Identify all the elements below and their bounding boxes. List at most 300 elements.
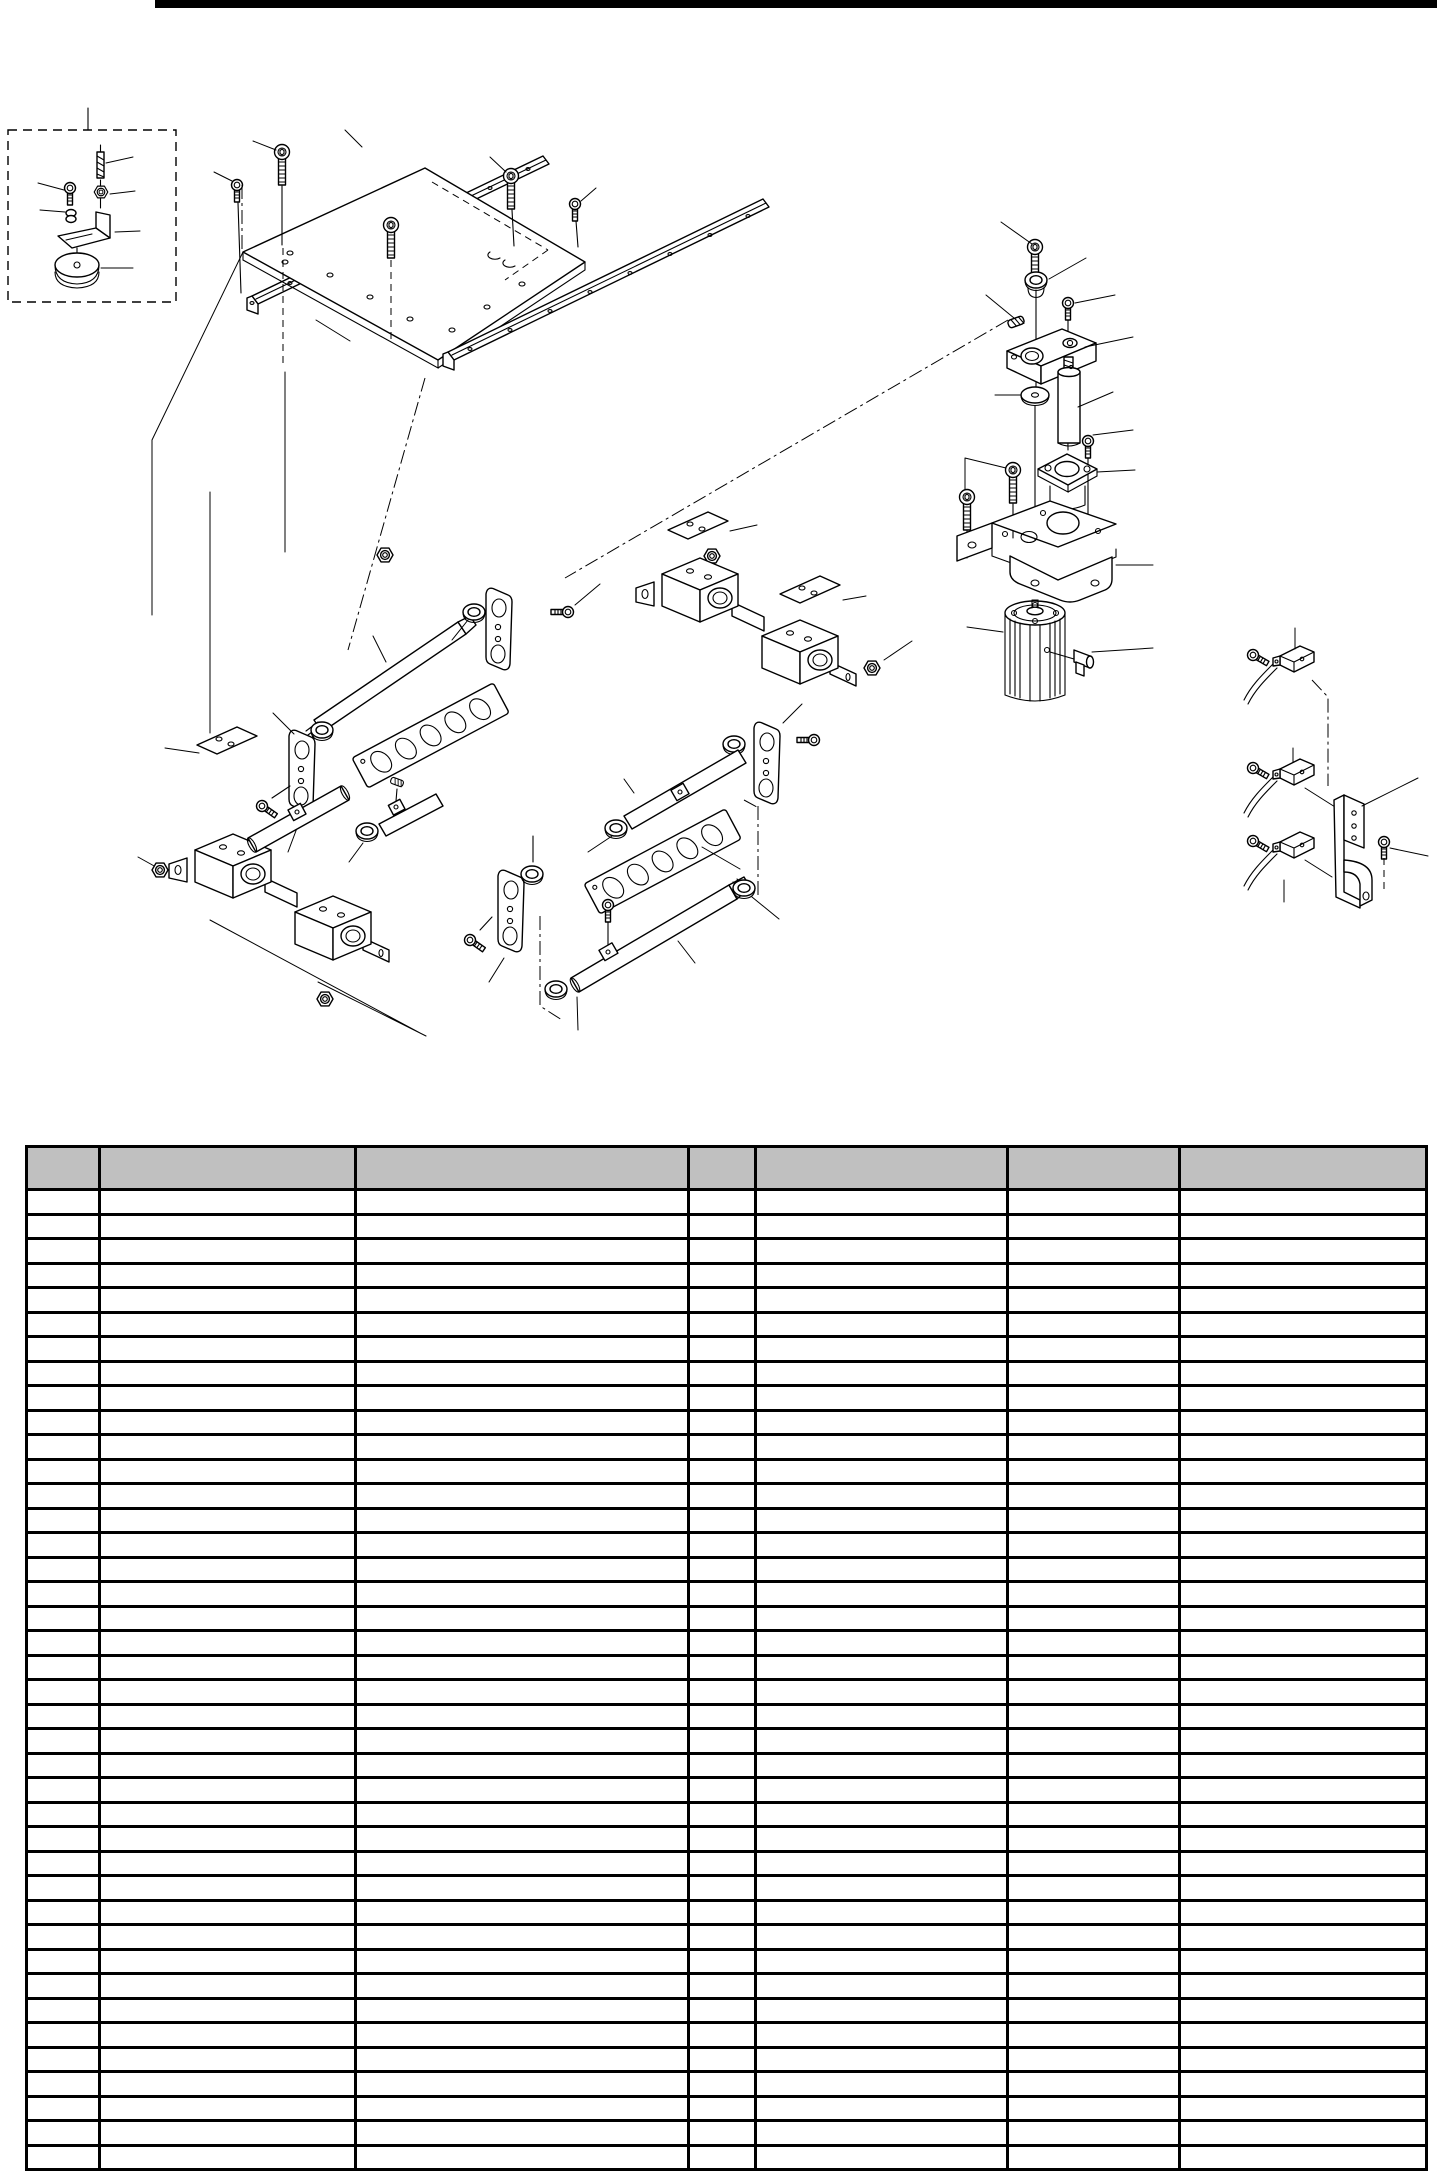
body-cell-col-7 bbox=[1180, 1778, 1427, 1803]
body-cell-col-1 bbox=[27, 1778, 100, 1803]
body-cell-col-3 bbox=[356, 1508, 689, 1533]
body-cell-col-1 bbox=[27, 1998, 100, 2023]
body-cell-col-7 bbox=[1180, 2121, 1427, 2146]
body-cell-col-2 bbox=[100, 1484, 356, 1509]
body-cell-col-7 bbox=[1180, 1876, 1427, 1901]
body-cell-col-3 bbox=[356, 2145, 689, 2170]
body-cell-col-5 bbox=[756, 1655, 1008, 1680]
table-row bbox=[27, 2072, 1427, 2097]
body-cell-col-3 bbox=[356, 1998, 689, 2023]
body-cell-col-6 bbox=[1008, 1582, 1180, 1607]
body-cell-col-2 bbox=[100, 1925, 356, 1950]
body-cell-col-1 bbox=[27, 2072, 100, 2097]
body-cell-col-2 bbox=[100, 1778, 356, 1803]
body-cell-col-5 bbox=[756, 1337, 1008, 1362]
body-cell-col-2 bbox=[100, 1680, 356, 1705]
body-cell-col-3 bbox=[356, 1655, 689, 1680]
body-cell-col-3 bbox=[356, 1704, 689, 1729]
table-row bbox=[27, 2047, 1427, 2072]
body-cell-col-4 bbox=[689, 1631, 756, 1656]
base-plate-icon bbox=[243, 168, 585, 368]
piston-rod-icon bbox=[1058, 357, 1080, 446]
body-cell-col-1 bbox=[27, 1704, 100, 1729]
body-cell-col-6 bbox=[1008, 2023, 1180, 2048]
body-cell-col-2 bbox=[100, 1802, 356, 1827]
body-cell-col-6 bbox=[1008, 2096, 1180, 2121]
body-cell-col-4 bbox=[689, 1214, 756, 1239]
body-cell-col-5 bbox=[756, 1704, 1008, 1729]
table-row bbox=[27, 1361, 1427, 1386]
body-cell-col-3 bbox=[356, 1239, 689, 1264]
body-cell-col-4 bbox=[689, 1974, 756, 1999]
body-cell-col-5 bbox=[756, 1435, 1008, 1460]
body-cell-col-6 bbox=[1008, 1263, 1180, 1288]
body-cell-col-4 bbox=[689, 1998, 756, 2023]
table-row bbox=[27, 1263, 1427, 1288]
body-cell-col-3 bbox=[356, 1827, 689, 1852]
body-cell-col-2 bbox=[100, 2096, 356, 2121]
table-row bbox=[27, 2023, 1427, 2048]
body-cell-col-3 bbox=[356, 1925, 689, 1950]
body-cell-col-1 bbox=[27, 1631, 100, 1656]
body-cell-col-2 bbox=[100, 1900, 356, 1925]
body-cell-col-4 bbox=[689, 1925, 756, 1950]
body-cell-col-6 bbox=[1008, 1998, 1180, 2023]
body-cell-col-2 bbox=[100, 1606, 356, 1631]
body-cell-col-2 bbox=[100, 1190, 356, 1215]
body-cell-col-3 bbox=[356, 1582, 689, 1607]
body-cell-col-3 bbox=[356, 1900, 689, 1925]
table-row bbox=[27, 1900, 1427, 1925]
body-cell-col-2 bbox=[100, 1312, 356, 1337]
body-cell-col-3 bbox=[356, 2023, 689, 2048]
body-cell-col-6 bbox=[1008, 1729, 1180, 1754]
body-cell-col-5 bbox=[756, 1729, 1008, 1754]
body-cell-col-6 bbox=[1008, 1190, 1180, 1215]
body-cell-col-1 bbox=[27, 2023, 100, 2048]
table-row bbox=[27, 1459, 1427, 1484]
body-cell-col-2 bbox=[100, 1827, 356, 1852]
body-cell-col-4 bbox=[689, 2047, 756, 2072]
parts-table-header bbox=[27, 1147, 1427, 1190]
body-cell-col-2 bbox=[100, 1729, 356, 1754]
body-cell-col-7 bbox=[1180, 1557, 1427, 1582]
body-cell-col-3 bbox=[356, 1631, 689, 1656]
body-cell-col-6 bbox=[1008, 2145, 1180, 2170]
table-row bbox=[27, 1680, 1427, 1705]
body-cell-col-3 bbox=[356, 1533, 689, 1558]
body-cell-col-5 bbox=[756, 2047, 1008, 2072]
body-cell-col-6 bbox=[1008, 1876, 1180, 1901]
table-row bbox=[27, 1337, 1427, 1362]
body-cell-col-3 bbox=[356, 1680, 689, 1705]
body-cell-col-1 bbox=[27, 1949, 100, 1974]
body-cell-col-5 bbox=[756, 1312, 1008, 1337]
body-cell-col-5 bbox=[756, 1900, 1008, 1925]
body-cell-col-6 bbox=[1008, 1827, 1180, 1852]
body-cell-col-5 bbox=[756, 1827, 1008, 1852]
body-cell-col-7 bbox=[1180, 1459, 1427, 1484]
body-cell-col-4 bbox=[689, 2072, 756, 2097]
body-cell-col-6 bbox=[1008, 1900, 1180, 1925]
body-cell-col-5 bbox=[756, 1851, 1008, 1876]
body-cell-col-1 bbox=[27, 1386, 100, 1411]
set-screw-icon bbox=[1007, 316, 1025, 329]
body-cell-col-3 bbox=[356, 1190, 689, 1215]
body-cell-col-7 bbox=[1180, 1802, 1427, 1827]
body-cell-col-6 bbox=[1008, 1410, 1180, 1435]
body-cell-col-6 bbox=[1008, 1337, 1180, 1362]
clamp-lever-stack bbox=[565, 222, 1153, 701]
body-cell-col-2 bbox=[100, 2023, 356, 2048]
body-cell-col-3 bbox=[356, 1337, 689, 1362]
body-cell-col-2 bbox=[100, 1239, 356, 1264]
body-cell-col-7 bbox=[1180, 1410, 1427, 1435]
body-cell-col-5 bbox=[756, 1288, 1008, 1313]
body-cell-col-7 bbox=[1180, 1484, 1427, 1509]
body-cell-col-5 bbox=[756, 1778, 1008, 1803]
body-cell-col-5 bbox=[756, 1974, 1008, 1999]
body-cell-col-7 bbox=[1180, 2023, 1427, 2048]
body-cell-col-1 bbox=[27, 1827, 100, 1852]
table-row bbox=[27, 1827, 1427, 1852]
body-cell-col-3 bbox=[356, 1410, 689, 1435]
table-row bbox=[27, 1778, 1427, 1803]
body-cell-col-3 bbox=[356, 1557, 689, 1582]
body-cell-col-6 bbox=[1008, 1704, 1180, 1729]
body-cell-col-3 bbox=[356, 1484, 689, 1509]
body-cell-col-3 bbox=[356, 1753, 689, 1778]
table-row bbox=[27, 1925, 1427, 1950]
body-cell-col-1 bbox=[27, 1263, 100, 1288]
body-cell-col-3 bbox=[356, 1876, 689, 1901]
body-cell-col-7 bbox=[1180, 1214, 1427, 1239]
body-cell-col-6 bbox=[1008, 1459, 1180, 1484]
parts-table bbox=[25, 1145, 1428, 2171]
body-cell-col-3 bbox=[356, 1851, 689, 1876]
body-cell-col-6 bbox=[1008, 1974, 1180, 1999]
body-cell-col-6 bbox=[1008, 1925, 1180, 1950]
body-cell-col-3 bbox=[356, 1312, 689, 1337]
body-cell-col-4 bbox=[689, 1949, 756, 1974]
body-cell-col-5 bbox=[756, 1508, 1008, 1533]
body-cell-col-3 bbox=[356, 1435, 689, 1460]
body-cell-col-1 bbox=[27, 1925, 100, 1950]
body-cell-col-2 bbox=[100, 1288, 356, 1313]
body-cell-col-2 bbox=[100, 1655, 356, 1680]
body-cell-col-5 bbox=[756, 1386, 1008, 1411]
body-cell-col-5 bbox=[756, 2072, 1008, 2097]
body-cell-col-1 bbox=[27, 1655, 100, 1680]
table-row bbox=[27, 1533, 1427, 1558]
header-cell-col-1 bbox=[27, 1147, 100, 1190]
body-cell-col-6 bbox=[1008, 1557, 1180, 1582]
body-cell-col-3 bbox=[356, 1974, 689, 1999]
body-cell-col-6 bbox=[1008, 1606, 1180, 1631]
left-block-pair bbox=[152, 777, 443, 1036]
body-cell-col-3 bbox=[356, 1606, 689, 1631]
body-cell-col-7 bbox=[1180, 1190, 1427, 1215]
body-cell-col-5 bbox=[756, 1582, 1008, 1607]
body-cell-col-1 bbox=[27, 1851, 100, 1876]
body-cell-col-6 bbox=[1008, 1631, 1180, 1656]
body-cell-col-2 bbox=[100, 1263, 356, 1288]
left-shaft-assembly bbox=[138, 492, 509, 890]
body-cell-col-7 bbox=[1180, 2047, 1427, 2072]
body-cell-col-7 bbox=[1180, 1704, 1427, 1729]
body-cell-col-1 bbox=[27, 2047, 100, 2072]
body-cell-col-4 bbox=[689, 1190, 756, 1215]
body-cell-col-2 bbox=[100, 1753, 356, 1778]
body-cell-col-7 bbox=[1180, 1900, 1427, 1925]
body-cell-col-2 bbox=[100, 1851, 356, 1876]
body-cell-col-6 bbox=[1008, 1214, 1180, 1239]
sensor-bracket-icon bbox=[1334, 795, 1372, 908]
body-cell-col-2 bbox=[100, 1386, 356, 1411]
body-cell-col-4 bbox=[689, 1435, 756, 1460]
sensor-cable-icon bbox=[1244, 664, 1277, 704]
link-strap-icon bbox=[289, 730, 315, 812]
body-cell-col-6 bbox=[1008, 1484, 1180, 1509]
body-cell-col-7 bbox=[1180, 1239, 1427, 1264]
spacer-washer-icon bbox=[1021, 387, 1049, 406]
body-cell-col-7 bbox=[1180, 1925, 1427, 1950]
body-cell-col-2 bbox=[100, 1876, 356, 1901]
body-cell-col-4 bbox=[689, 2145, 756, 2170]
body-cell-col-4 bbox=[689, 1263, 756, 1288]
body-cell-col-6 bbox=[1008, 1288, 1180, 1313]
table-row bbox=[27, 1386, 1427, 1411]
body-cell-col-2 bbox=[100, 1998, 356, 2023]
body-cell-col-5 bbox=[756, 2096, 1008, 2121]
body-cell-col-2 bbox=[100, 2121, 356, 2146]
body-cell-col-2 bbox=[100, 1435, 356, 1460]
table-row bbox=[27, 2096, 1427, 2121]
table-row bbox=[27, 1214, 1427, 1239]
body-cell-col-4 bbox=[689, 1557, 756, 1582]
body-cell-col-1 bbox=[27, 1214, 100, 1239]
table-row bbox=[27, 1704, 1427, 1729]
body-cell-col-5 bbox=[756, 1631, 1008, 1656]
body-cell-col-6 bbox=[1008, 1778, 1180, 1803]
body-cell-col-2 bbox=[100, 1631, 356, 1656]
support-bracket-icon bbox=[957, 501, 1116, 602]
table-row bbox=[27, 1606, 1427, 1631]
body-cell-col-6 bbox=[1008, 2121, 1180, 2146]
perforated-link-bar-icon bbox=[352, 683, 509, 788]
body-cell-col-7 bbox=[1180, 1631, 1427, 1656]
body-cell-col-4 bbox=[689, 1753, 756, 1778]
body-cell-col-2 bbox=[100, 1582, 356, 1607]
body-cell-col-5 bbox=[756, 1876, 1008, 1901]
body-cell-col-4 bbox=[689, 1410, 756, 1435]
header-cell-col-3 bbox=[356, 1147, 689, 1190]
body-cell-col-5 bbox=[756, 1606, 1008, 1631]
body-cell-col-1 bbox=[27, 1508, 100, 1533]
header-cell-col-6 bbox=[1008, 1147, 1180, 1190]
body-cell-col-5 bbox=[756, 2023, 1008, 2048]
table-row bbox=[27, 1631, 1427, 1656]
body-cell-col-3 bbox=[356, 1949, 689, 1974]
body-cell-col-3 bbox=[356, 1263, 689, 1288]
table-row bbox=[27, 1655, 1427, 1680]
body-cell-col-4 bbox=[689, 1704, 756, 1729]
body-cell-col-7 bbox=[1180, 1582, 1427, 1607]
center-block-pair bbox=[452, 512, 912, 686]
body-cell-col-2 bbox=[100, 1361, 356, 1386]
body-cell-col-6 bbox=[1008, 1655, 1180, 1680]
body-cell-col-1 bbox=[27, 2121, 100, 2146]
body-cell-col-5 bbox=[756, 1361, 1008, 1386]
body-cell-col-1 bbox=[27, 1239, 100, 1264]
body-cell-col-5 bbox=[756, 1239, 1008, 1264]
body-cell-col-6 bbox=[1008, 1533, 1180, 1558]
body-cell-col-4 bbox=[689, 1361, 756, 1386]
body-cell-col-1 bbox=[27, 1729, 100, 1754]
body-cell-col-7 bbox=[1180, 1435, 1427, 1460]
table-row bbox=[27, 1753, 1427, 1778]
header-cell-col-4 bbox=[689, 1147, 756, 1190]
body-cell-col-4 bbox=[689, 2121, 756, 2146]
table-row bbox=[27, 1239, 1427, 1264]
header-cell-col-5 bbox=[756, 1147, 1008, 1190]
body-cell-col-7 bbox=[1180, 1729, 1427, 1754]
body-cell-col-6 bbox=[1008, 1753, 1180, 1778]
table-row bbox=[27, 1802, 1427, 1827]
body-cell-col-1 bbox=[27, 1435, 100, 1460]
body-cell-col-4 bbox=[689, 1459, 756, 1484]
body-cell-col-4 bbox=[689, 1386, 756, 1411]
body-cell-col-1 bbox=[27, 1606, 100, 1631]
body-cell-col-4 bbox=[689, 2096, 756, 2121]
body-cell-col-3 bbox=[356, 1778, 689, 1803]
body-cell-col-5 bbox=[756, 1484, 1008, 1509]
body-cell-col-5 bbox=[756, 2145, 1008, 2170]
body-cell-col-4 bbox=[689, 1655, 756, 1680]
body-cell-col-3 bbox=[356, 1729, 689, 1754]
body-cell-col-6 bbox=[1008, 1802, 1180, 1827]
body-cell-col-1 bbox=[27, 1312, 100, 1337]
body-cell-col-4 bbox=[689, 1312, 756, 1337]
body-cell-col-4 bbox=[689, 1729, 756, 1754]
body-cell-col-4 bbox=[689, 1533, 756, 1558]
table-row bbox=[27, 1435, 1427, 1460]
elbow-fitting-icon bbox=[1050, 650, 1094, 676]
body-cell-col-3 bbox=[356, 1214, 689, 1239]
body-cell-col-7 bbox=[1180, 1680, 1427, 1705]
body-cell-col-6 bbox=[1008, 1386, 1180, 1411]
body-cell-col-1 bbox=[27, 1459, 100, 1484]
body-cell-col-1 bbox=[27, 1753, 100, 1778]
body-cell-col-7 bbox=[1180, 1288, 1427, 1313]
body-cell-col-1 bbox=[27, 1680, 100, 1705]
body-cell-col-1 bbox=[27, 2145, 100, 2170]
body-cell-col-7 bbox=[1180, 1263, 1427, 1288]
table-row bbox=[27, 1974, 1427, 1999]
body-cell-col-1 bbox=[27, 2096, 100, 2121]
body-cell-col-5 bbox=[756, 1998, 1008, 2023]
body-cell-col-3 bbox=[356, 2096, 689, 2121]
body-cell-col-2 bbox=[100, 2072, 356, 2097]
table-row bbox=[27, 2121, 1427, 2146]
body-cell-col-6 bbox=[1008, 1361, 1180, 1386]
socket-screw-icon bbox=[275, 145, 290, 186]
body-cell-col-4 bbox=[689, 1582, 756, 1607]
body-cell-col-1 bbox=[27, 1582, 100, 1607]
body-cell-col-1 bbox=[27, 1876, 100, 1901]
body-cell-col-2 bbox=[100, 1557, 356, 1582]
table-row bbox=[27, 2145, 1427, 2170]
body-cell-col-5 bbox=[756, 1802, 1008, 1827]
table-row bbox=[27, 1288, 1427, 1313]
body-cell-col-6 bbox=[1008, 2072, 1180, 2097]
body-cell-col-6 bbox=[1008, 1680, 1180, 1705]
body-cell-col-2 bbox=[100, 1704, 356, 1729]
body-cell-col-2 bbox=[100, 1949, 356, 1974]
body-cell-col-4 bbox=[689, 1239, 756, 1264]
body-cell-col-4 bbox=[689, 1802, 756, 1827]
body-cell-col-1 bbox=[27, 1337, 100, 1362]
body-cell-col-5 bbox=[756, 2121, 1008, 2146]
body-cell-col-7 bbox=[1180, 2096, 1427, 2121]
body-cell-col-7 bbox=[1180, 1974, 1427, 1999]
body-cell-col-5 bbox=[756, 1410, 1008, 1435]
body-cell-col-7 bbox=[1180, 2072, 1427, 2097]
body-cell-col-5 bbox=[756, 1533, 1008, 1558]
body-cell-col-1 bbox=[27, 1288, 100, 1313]
roller-icon bbox=[55, 248, 99, 288]
body-cell-col-7 bbox=[1180, 1508, 1427, 1533]
table-row bbox=[27, 1190, 1427, 1215]
body-cell-col-3 bbox=[356, 1802, 689, 1827]
body-cell-col-2 bbox=[100, 1974, 356, 1999]
body-cell-col-7 bbox=[1180, 1361, 1427, 1386]
body-cell-col-7 bbox=[1180, 2145, 1427, 2170]
body-cell-col-2 bbox=[100, 1214, 356, 1239]
body-cell-col-4 bbox=[689, 1827, 756, 1852]
bushing-icon bbox=[311, 722, 333, 741]
pivot-block-icon bbox=[1007, 329, 1096, 384]
body-cell-col-3 bbox=[356, 1288, 689, 1313]
body-cell-col-4 bbox=[689, 1851, 756, 1876]
body-cell-col-1 bbox=[27, 1190, 100, 1215]
body-cell-col-5 bbox=[756, 1680, 1008, 1705]
body-cell-col-4 bbox=[689, 1508, 756, 1533]
body-cell-col-7 bbox=[1180, 1386, 1427, 1411]
body-cell-col-3 bbox=[356, 1459, 689, 1484]
body-cell-col-4 bbox=[689, 1606, 756, 1631]
table-row bbox=[27, 1484, 1427, 1509]
body-cell-col-1 bbox=[27, 1900, 100, 1925]
body-cell-col-4 bbox=[689, 1484, 756, 1509]
body-cell-col-7 bbox=[1180, 1827, 1427, 1852]
body-cell-col-2 bbox=[100, 2047, 356, 2072]
body-cell-col-1 bbox=[27, 1533, 100, 1558]
body-cell-col-6 bbox=[1008, 2047, 1180, 2072]
shaft-icon bbox=[379, 777, 443, 836]
body-cell-col-3 bbox=[356, 2072, 689, 2097]
table-row bbox=[27, 1729, 1427, 1754]
body-cell-col-2 bbox=[100, 1337, 356, 1362]
body-cell-col-1 bbox=[27, 1557, 100, 1582]
table-row bbox=[27, 1949, 1427, 1974]
body-cell-col-6 bbox=[1008, 1312, 1180, 1337]
body-cell-col-1 bbox=[27, 1974, 100, 1999]
body-cell-col-5 bbox=[756, 1925, 1008, 1950]
body-cell-col-1 bbox=[27, 1361, 100, 1386]
body-cell-col-5 bbox=[756, 1214, 1008, 1239]
body-cell-col-3 bbox=[356, 2121, 689, 2146]
